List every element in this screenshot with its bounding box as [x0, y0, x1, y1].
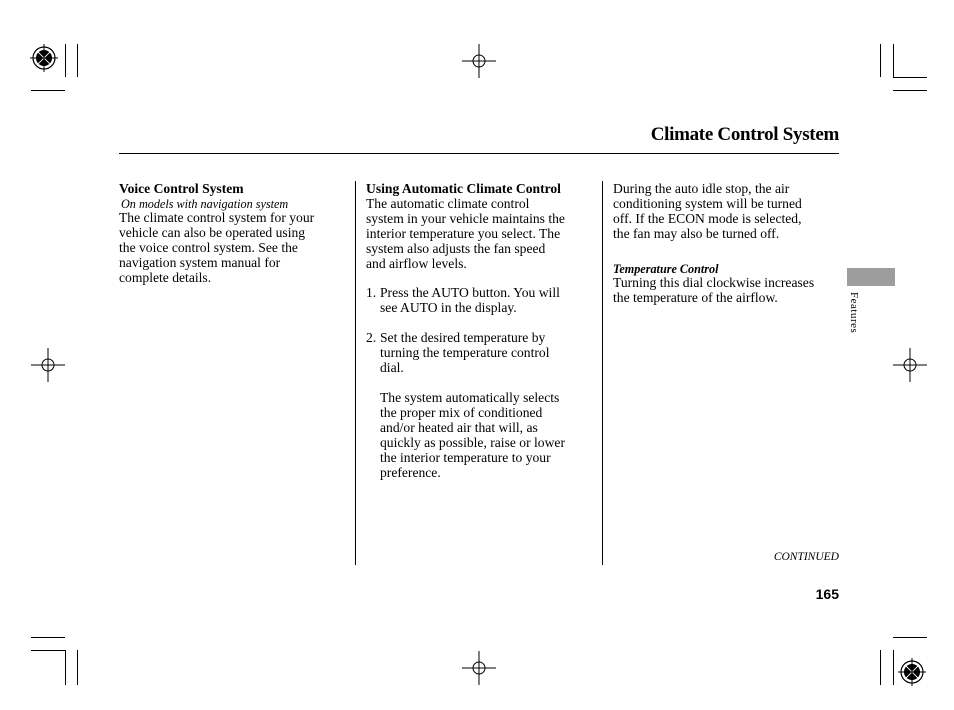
registration-target-icon: [30, 44, 58, 72]
crosshair-icon: [462, 651, 496, 685]
text-line: quickly as possible, raise or lower: [380, 434, 565, 450]
registration-target-icon: [898, 658, 926, 686]
text-line: Press the AUTO button. You will: [380, 285, 560, 301]
crop-mark: [893, 650, 894, 685]
crosshair-icon: [893, 348, 927, 382]
crop-mark: [65, 650, 66, 685]
text-line: conditioning system will be turned: [613, 195, 802, 211]
crop-mark: [31, 650, 65, 651]
continued-label: CONTINUED: [773, 551, 839, 563]
crop-mark: [893, 637, 927, 638]
text-line: preference.: [380, 464, 441, 480]
column-voice-control: [119, 182, 349, 285]
text-line: vehicle can also be operated using: [119, 224, 306, 240]
text-line: system also adjusts the fan speed: [366, 240, 546, 256]
text-line: navigation system manual for: [119, 254, 281, 270]
column-divider: [355, 181, 356, 565]
crop-mark: [77, 650, 78, 685]
text-line: During the auto idle stop, the air: [613, 181, 790, 196]
text-line: the proper mix of conditioned: [380, 404, 543, 420]
section-tab-label: Features: [848, 292, 860, 334]
header-rule: [119, 153, 839, 154]
column-automatic-climate: [366, 182, 598, 480]
section-heading: Using Automatic Climate Control: [366, 181, 561, 196]
crop-mark: [31, 637, 65, 638]
text-line: the fan may also be turned off.: [613, 225, 780, 241]
text-line: The automatic climate control: [366, 195, 530, 211]
crop-mark: [893, 44, 894, 77]
text-line: complete details.: [119, 269, 212, 285]
crop-mark: [893, 77, 927, 78]
crop-mark: [880, 44, 881, 77]
text-line: Turning this dial clockwise increases: [613, 274, 815, 290]
text-line: the interior temperature to your: [380, 449, 551, 465]
text-line: and/or heated air that will, as: [380, 419, 538, 435]
list-item: [366, 286, 598, 316]
text-line: off. If the ECON mode is selected,: [613, 210, 802, 226]
crop-mark: [31, 90, 65, 91]
crop-mark: [893, 90, 927, 91]
section-tab: [847, 268, 895, 286]
step-note: [366, 391, 598, 480]
crop-mark: [77, 44, 78, 77]
page-title: Climate Control System: [650, 124, 839, 145]
text-line: The system automatically selects: [380, 389, 560, 405]
column-divider: [602, 181, 603, 565]
step-number: 2.: [366, 330, 377, 346]
column-auto-idle: [613, 182, 843, 305]
step-number: 1.: [366, 285, 377, 301]
text-line: dial.: [380, 360, 404, 376]
text-line: turning the temperature control: [380, 345, 550, 361]
text-line: system in your vehicle maintains the: [366, 210, 565, 226]
text-line: interior temperature you select. The: [366, 225, 561, 241]
text-line: the voice control system. See the: [119, 239, 298, 255]
crop-mark: [880, 650, 881, 685]
text-line: The climate control system for your: [119, 209, 315, 225]
text-line: Set the desired temperature by: [380, 330, 546, 346]
page-number: 165: [815, 586, 839, 602]
list-item: [366, 331, 598, 376]
section-subheading: Temperature Control: [613, 261, 719, 276]
text-line: the temperature of the airflow.: [613, 289, 778, 305]
crop-mark: [65, 44, 66, 77]
text-line: see AUTO in the display.: [380, 300, 517, 316]
text-line: and airflow levels.: [366, 255, 467, 271]
section-subheading: On models with navigation system: [121, 196, 289, 211]
section-heading: Voice Control System: [119, 181, 244, 196]
crosshair-icon: [462, 44, 496, 78]
crosshair-icon: [31, 348, 65, 382]
